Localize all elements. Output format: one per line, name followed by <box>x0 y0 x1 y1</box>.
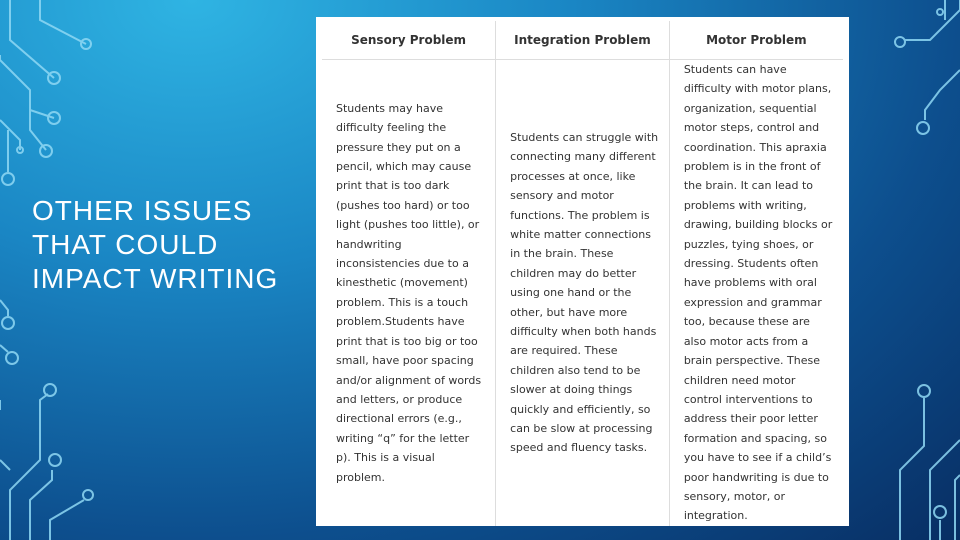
cell-integration-problem: Students can struggle with connecting many different processes at once, like sensory and motor functions. The problem is white matter connections in the brain. These children may do better using one hand or the other, but have more difficulty when both hands are required. These children also tend to be slower at doing things quickly and efficiently, so can be slow at processing speed and fluency tasks. <box>496 60 670 526</box>
cell-motor-problem: Students can have difficulty with motor plans, organization, sequential motor steps, control and coordination. This apraxia problem is in the front of the brain. It can lead to problems with writing, drawing, building blocks or puzzles, tying shoes, or dressing. Students often have problems with oral expression and grammar too, because these are also motor acts from a brain perspective. These children need motor control interventions to address their poor letter formation and spacing, so you have to see if a child’s poor handwriting is due to sensory, motor, or integration. <box>669 60 843 526</box>
header-motor-problem: Motor Problem <box>669 21 843 60</box>
table-row <box>322 60 843 526</box>
slide-title <box>32 194 312 296</box>
slide-title-line: THAT COULD <box>32 229 219 260</box>
problems-table-image <box>316 17 849 526</box>
cell-sensory-problem: Students may have difficulty feeling the pressure they put on a pencil, which may cause print that is too dark (pushes too hard) or too light (pushes too little), or handwriting inconsistencies due to a kinesthetic (movement) problem. This is a touch problem.Students have print that is too big or too small, have poor spacing and/or alignment of words and letters, or produce directional errors (e.g., writing “q” for the letter p). This is a visual problem. <box>336 101 482 484</box>
slide-title-line: IMPACT WRITING <box>32 263 279 294</box>
table-header-row <box>322 21 843 60</box>
problems-table <box>322 21 843 526</box>
header-integration-problem: Integration Problem <box>496 21 670 60</box>
slide-title-line: OTHER ISSUES <box>32 195 253 226</box>
header-sensory-problem: Sensory Problem <box>322 21 496 60</box>
